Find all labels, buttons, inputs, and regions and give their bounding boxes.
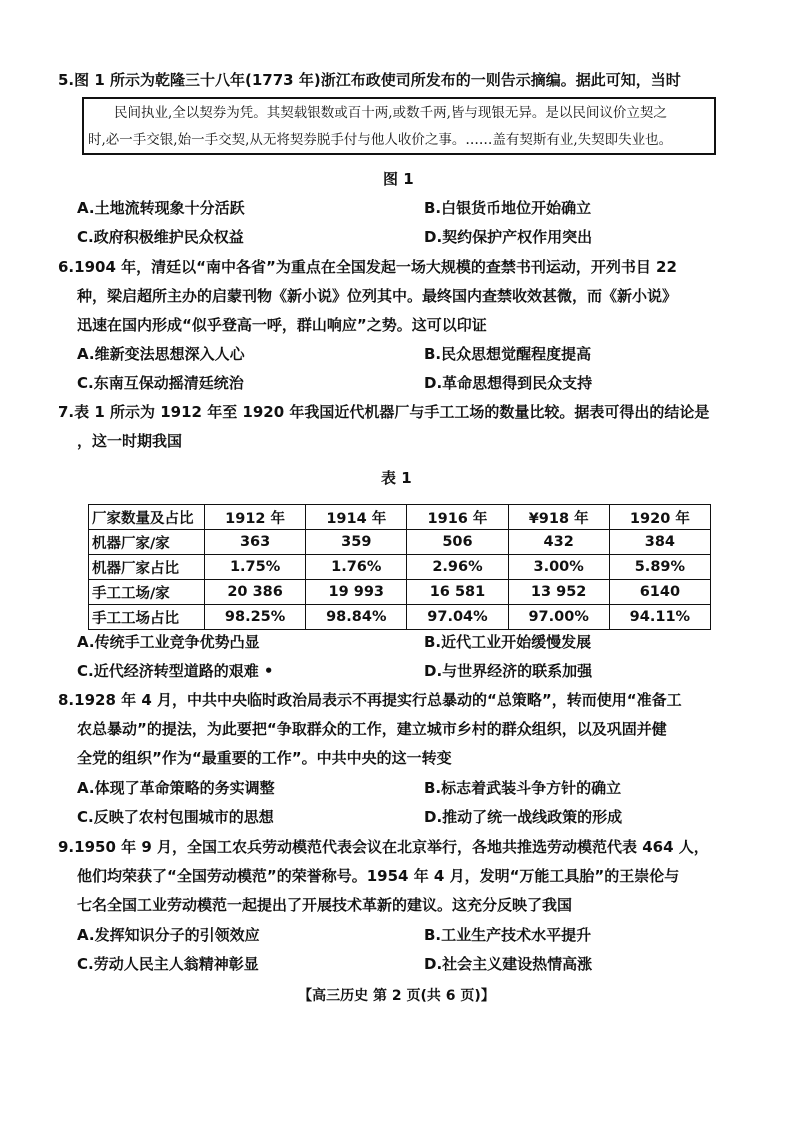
q7-option-a[interactable]: A.传统手工业竞争优势凸显 — [77, 633, 260, 651]
q5-quote-line-1: 民间执业,全以契券为凭。其契载银数或百十两,或数千两,皆与现银无异。是以民间议价立契之 — [114, 105, 667, 121]
table-cell: 506 — [407, 530, 508, 555]
q9-option-a[interactable]: A.发挥知识分子的引领效应 — [77, 926, 260, 944]
q5-quote-line-2: 时,必一手交银,始一手交契,从无将契券脱手付与他人收价之事。……盖有契斯有业,失契即失业也。 — [88, 132, 673, 148]
table-header-cell: 1920 年 — [609, 505, 710, 530]
table-cell: 97.00% — [508, 605, 609, 630]
q9-stem-line-3: 七名全国工业劳动模范一起提出了开展技术革新的建议。这充分反映了我国 — [77, 896, 573, 914]
q7-stem-line-2: ，这一时期我国 — [77, 432, 183, 450]
q7-table-caption: 表 1 — [381, 469, 412, 487]
table-cell: 94.11% — [609, 605, 710, 630]
table-cell: 384 — [609, 530, 710, 555]
q6-stem-line-2: 种，梁启超所主办的启蒙刊物《新小说》位列其中。最终国内查禁收效甚微，而《新小说》 — [77, 287, 678, 305]
q8-stem-line-2: 农总暴动”的提法，为此要把“争取群众的工作，建立城市乡村的群众组织，以及巩固并健 — [77, 720, 667, 738]
table-cell: 432 — [508, 530, 609, 555]
table-cell: 3.00% — [508, 555, 609, 580]
q5-figure-caption: 图 1 — [383, 170, 414, 188]
table-cell: 2.96% — [407, 555, 508, 580]
table-row — [89, 530, 711, 555]
table-header-cell: 1914 年 — [306, 505, 407, 530]
q8-stem-line-1: 8.1928 年 4 月，中共中央临时政治局表示不再提实行总暴动的“总策略”，转而使用“准备工 — [58, 691, 682, 709]
table-cell: 机器厂家/家 — [89, 530, 205, 555]
table-cell: 5.89% — [609, 555, 710, 580]
table-cell: 19 993 — [306, 580, 407, 605]
page-footer: 【高三历史 第 2 页(共 6 页)】 — [298, 988, 495, 1004]
q7-stem-line-1: 7.表 1 所示为 1912 年至 1920 年我国近代机器厂与手工工场的数量比较。据表可得出的结论是 — [58, 403, 710, 421]
q5-stem: 5.图 1 所示为乾隆三十八年(1773 年)浙江布政使司所发布的一则告示摘编。据此可知，当时 — [58, 71, 681, 89]
q6-stem-line-3: 迅速在国内形成“似乎登高一呼，群山响应”之势。这可以印证 — [77, 316, 487, 334]
q6-stem-line-1: 6.1904 年，清廷以“南中各省”为重点在全国发起一场大规模的查禁书刊运动，开列书目 22 — [58, 258, 677, 276]
q8-option-a[interactable]: A.体现了革命策略的务实调整 — [77, 779, 275, 797]
table-cell: 1.76% — [306, 555, 407, 580]
table-header-cell: ¥918 年 — [508, 505, 609, 530]
q7-option-c[interactable]: C.近代经济转型道路的艰难 • — [77, 662, 274, 680]
factory-table — [88, 504, 711, 630]
q7-option-b[interactable]: B.近代工业开始缓慢发展 — [424, 633, 592, 651]
table-cell: 16 581 — [407, 580, 508, 605]
table-cell: 手工工场占比 — [89, 605, 205, 630]
q6-option-a[interactable]: A.维新变法思想深入人心 — [77, 345, 245, 363]
q5-option-d[interactable]: D.契约保护产权作用突出 — [424, 228, 593, 246]
q8-stem-line-3: 全党的组织”作为“最重要的工作”。中共中央的这一转变 — [77, 749, 452, 767]
q6-option-b[interactable]: B.民众思想觉醒程度提高 — [424, 345, 592, 363]
table-cell: 手工工场/家 — [89, 580, 205, 605]
table-cell: 1.75% — [205, 555, 306, 580]
q9-stem-line-2: 他们均荣获了“全国劳动模范”的荣誉称号。1954 年 4 月，发明“万能工具胎”的王崇伦与 — [77, 867, 680, 885]
q6-option-d[interactable]: D.革命思想得到民众支持 — [424, 374, 593, 392]
table-cell: 359 — [306, 530, 407, 555]
q8-option-b[interactable]: B.标志着武装斗争方针的确立 — [424, 779, 622, 797]
q9-option-c[interactable]: C.劳动人民主人翁精神彰显 — [77, 955, 259, 973]
q5-option-a[interactable]: A.土地流转现象十分活跃 — [77, 199, 245, 217]
table-row — [89, 555, 711, 580]
table-cell: 20 386 — [205, 580, 306, 605]
table-cell: 98.84% — [306, 605, 407, 630]
q9-stem-line-1: 9.1950 年 9 月，全国工农兵劳动模范代表会议在北京举行，各地共推选劳动模范代表 464 人， — [58, 838, 709, 856]
q6-option-c[interactable]: C.东南互保动摇清廷统治 — [77, 374, 244, 392]
table-header-cell: 1916 年 — [407, 505, 508, 530]
table-cell: 机器厂家占比 — [89, 555, 205, 580]
table-header-cell: 1912 年 — [205, 505, 306, 530]
table-row — [89, 580, 711, 605]
q5-option-c[interactable]: C.政府积极维护民众权益 — [77, 228, 244, 246]
q9-option-d[interactable]: D.社会主义建设热情高涨 — [424, 955, 593, 973]
table-cell: 97.04% — [407, 605, 508, 630]
q8-option-d[interactable]: D.推动了统一战线政策的形成 — [424, 808, 623, 826]
table-cell: 363 — [205, 530, 306, 555]
table-header-row — [89, 505, 711, 530]
table-cell: 13 952 — [508, 580, 609, 605]
table-row — [89, 605, 711, 630]
table-cell: 6140 — [609, 580, 710, 605]
q5-option-b[interactable]: B.白银货币地位开始确立 — [424, 199, 592, 217]
q5-quote-box — [82, 97, 716, 155]
table-cell: 98.25% — [205, 605, 306, 630]
q9-option-b[interactable]: B.工业生产技术水平提升 — [424, 926, 592, 944]
q7-option-d[interactable]: D.与世界经济的联系加强 — [424, 662, 593, 680]
q8-option-c[interactable]: C.反映了农村包围城市的思想 — [77, 808, 274, 826]
table-header-cell: 厂家数量及占比 — [89, 505, 205, 530]
